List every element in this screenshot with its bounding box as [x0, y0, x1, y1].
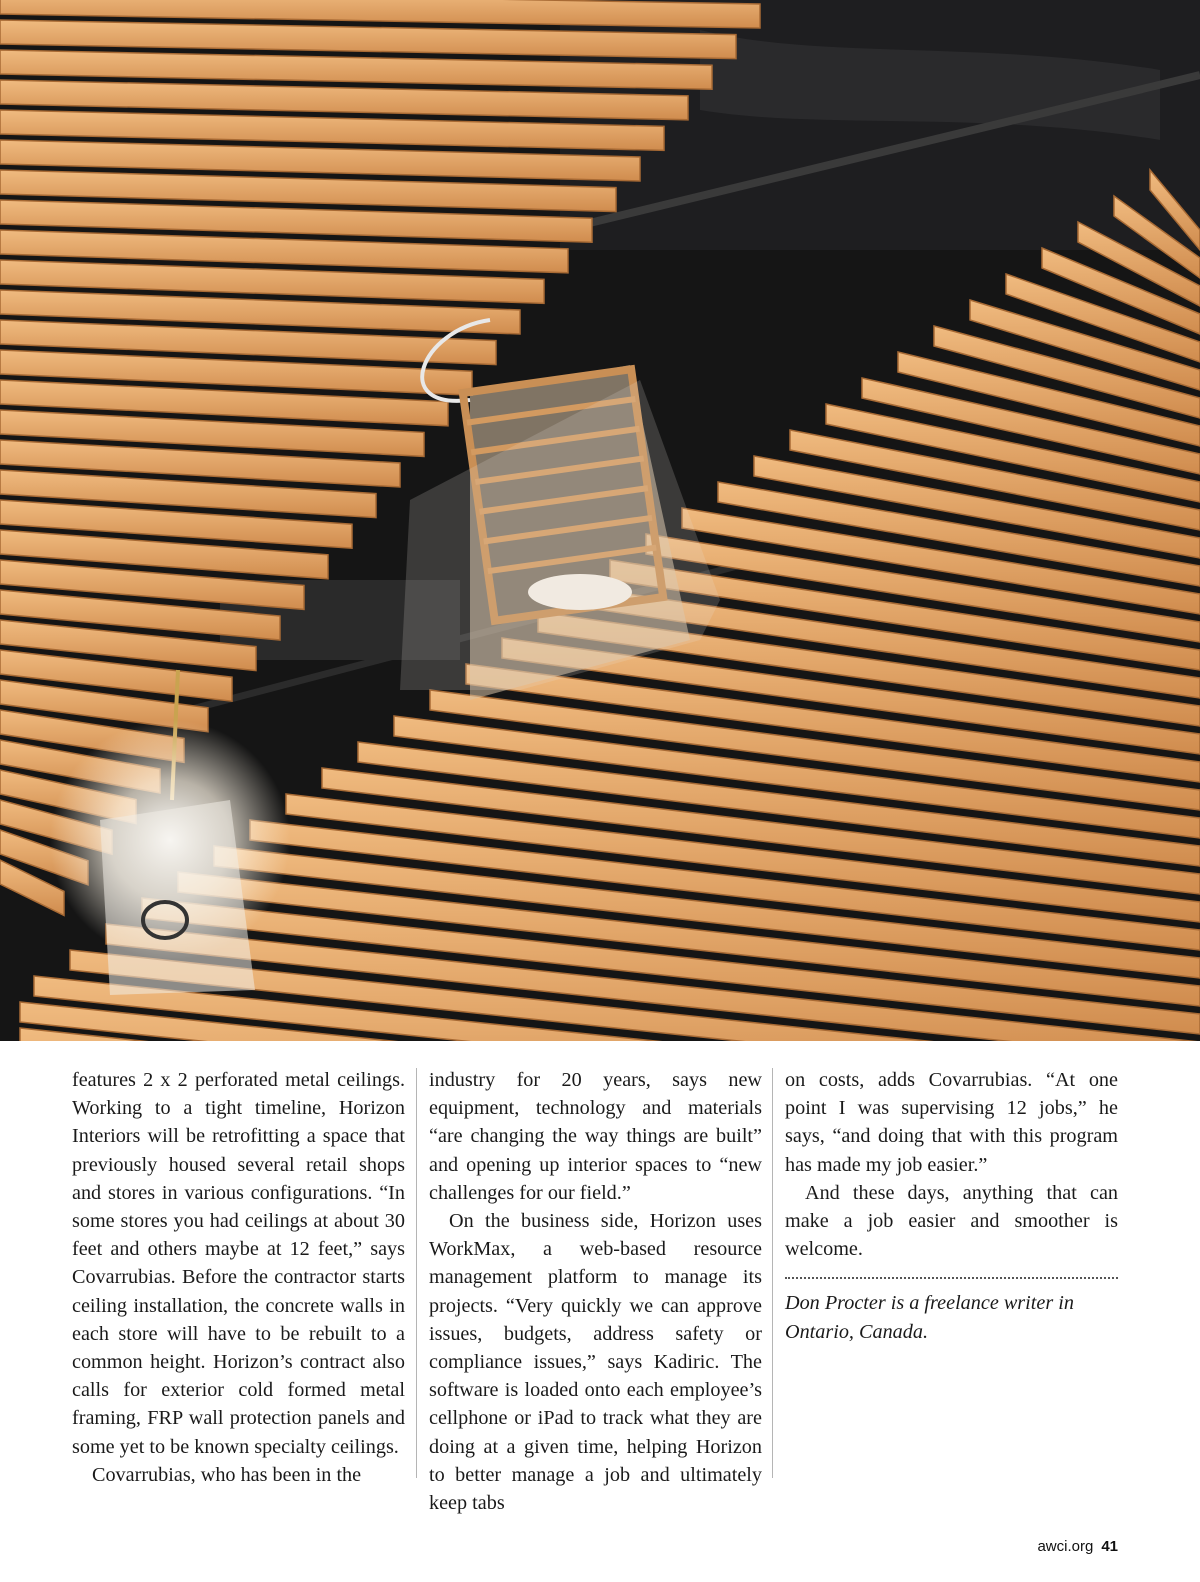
- article-column-3: [785, 1066, 1118, 1346]
- column-3-paragraph-1: on costs, adds Covarrubias. “At one point I was supervising 12 jobs,” he says, “and doing that with this program has made my job easier.”: [785, 1069, 1118, 1176]
- footer-site[interactable]: awci.org: [1037, 1538, 1094, 1555]
- column-divider-1: [416, 1068, 417, 1478]
- column-1-paragraph-1: features 2 x 2 perforated metal ceilings. Working to a tight timeline, Horizon Interiors will be retrofitting a space that previously housed several retail shops and stores in various configurations. “In some stores you had ceilings at about 30 feet and others maybe at 12 feet,” says Covarrubias. Before the contractor starts ceiling installation, the concrete walls in each store will have to be rebuilt to a common height. Horizon’s contract also calls for exterior cold formed metal framing, FRP wall protection panels and some yet to be known specialty ceilings.: [72, 1069, 405, 1458]
- page-number: 41: [1101, 1538, 1118, 1555]
- column-2-paragraph-2: On the business side, Horizon uses WorkMax, a web-based resource management platform to manage its projects. “Very quickly we can approve issues, budgets, address safety or compliance issues,” says Kadiric. The software is loaded onto each employee’s cellphone or iPad to track what they are doing at a given time, helping Horizon to better manage a job and ultimately keep tabs: [429, 1210, 762, 1515]
- column-2-paragraph-1: industry for 20 years, says new equipment, technology and materials “are changing the way things are built” and opening up interior spaces to “new challenges for our field.”: [429, 1069, 762, 1204]
- page-footer: [1037, 1538, 1118, 1555]
- bio-separator: [785, 1277, 1118, 1279]
- article-column-2: [429, 1066, 762, 1517]
- author-bio: Don Procter is a freelance writer in Ontario, Canada.: [785, 1292, 1074, 1343]
- article-column-1: [72, 1066, 405, 1489]
- column-1-paragraph-2: Covarrubias, who has been in the: [92, 1463, 362, 1486]
- column-3-paragraph-2: And these days, anything that can make a job easier and smoother is welcome.: [785, 1181, 1118, 1261]
- column-divider-2: [772, 1068, 773, 1478]
